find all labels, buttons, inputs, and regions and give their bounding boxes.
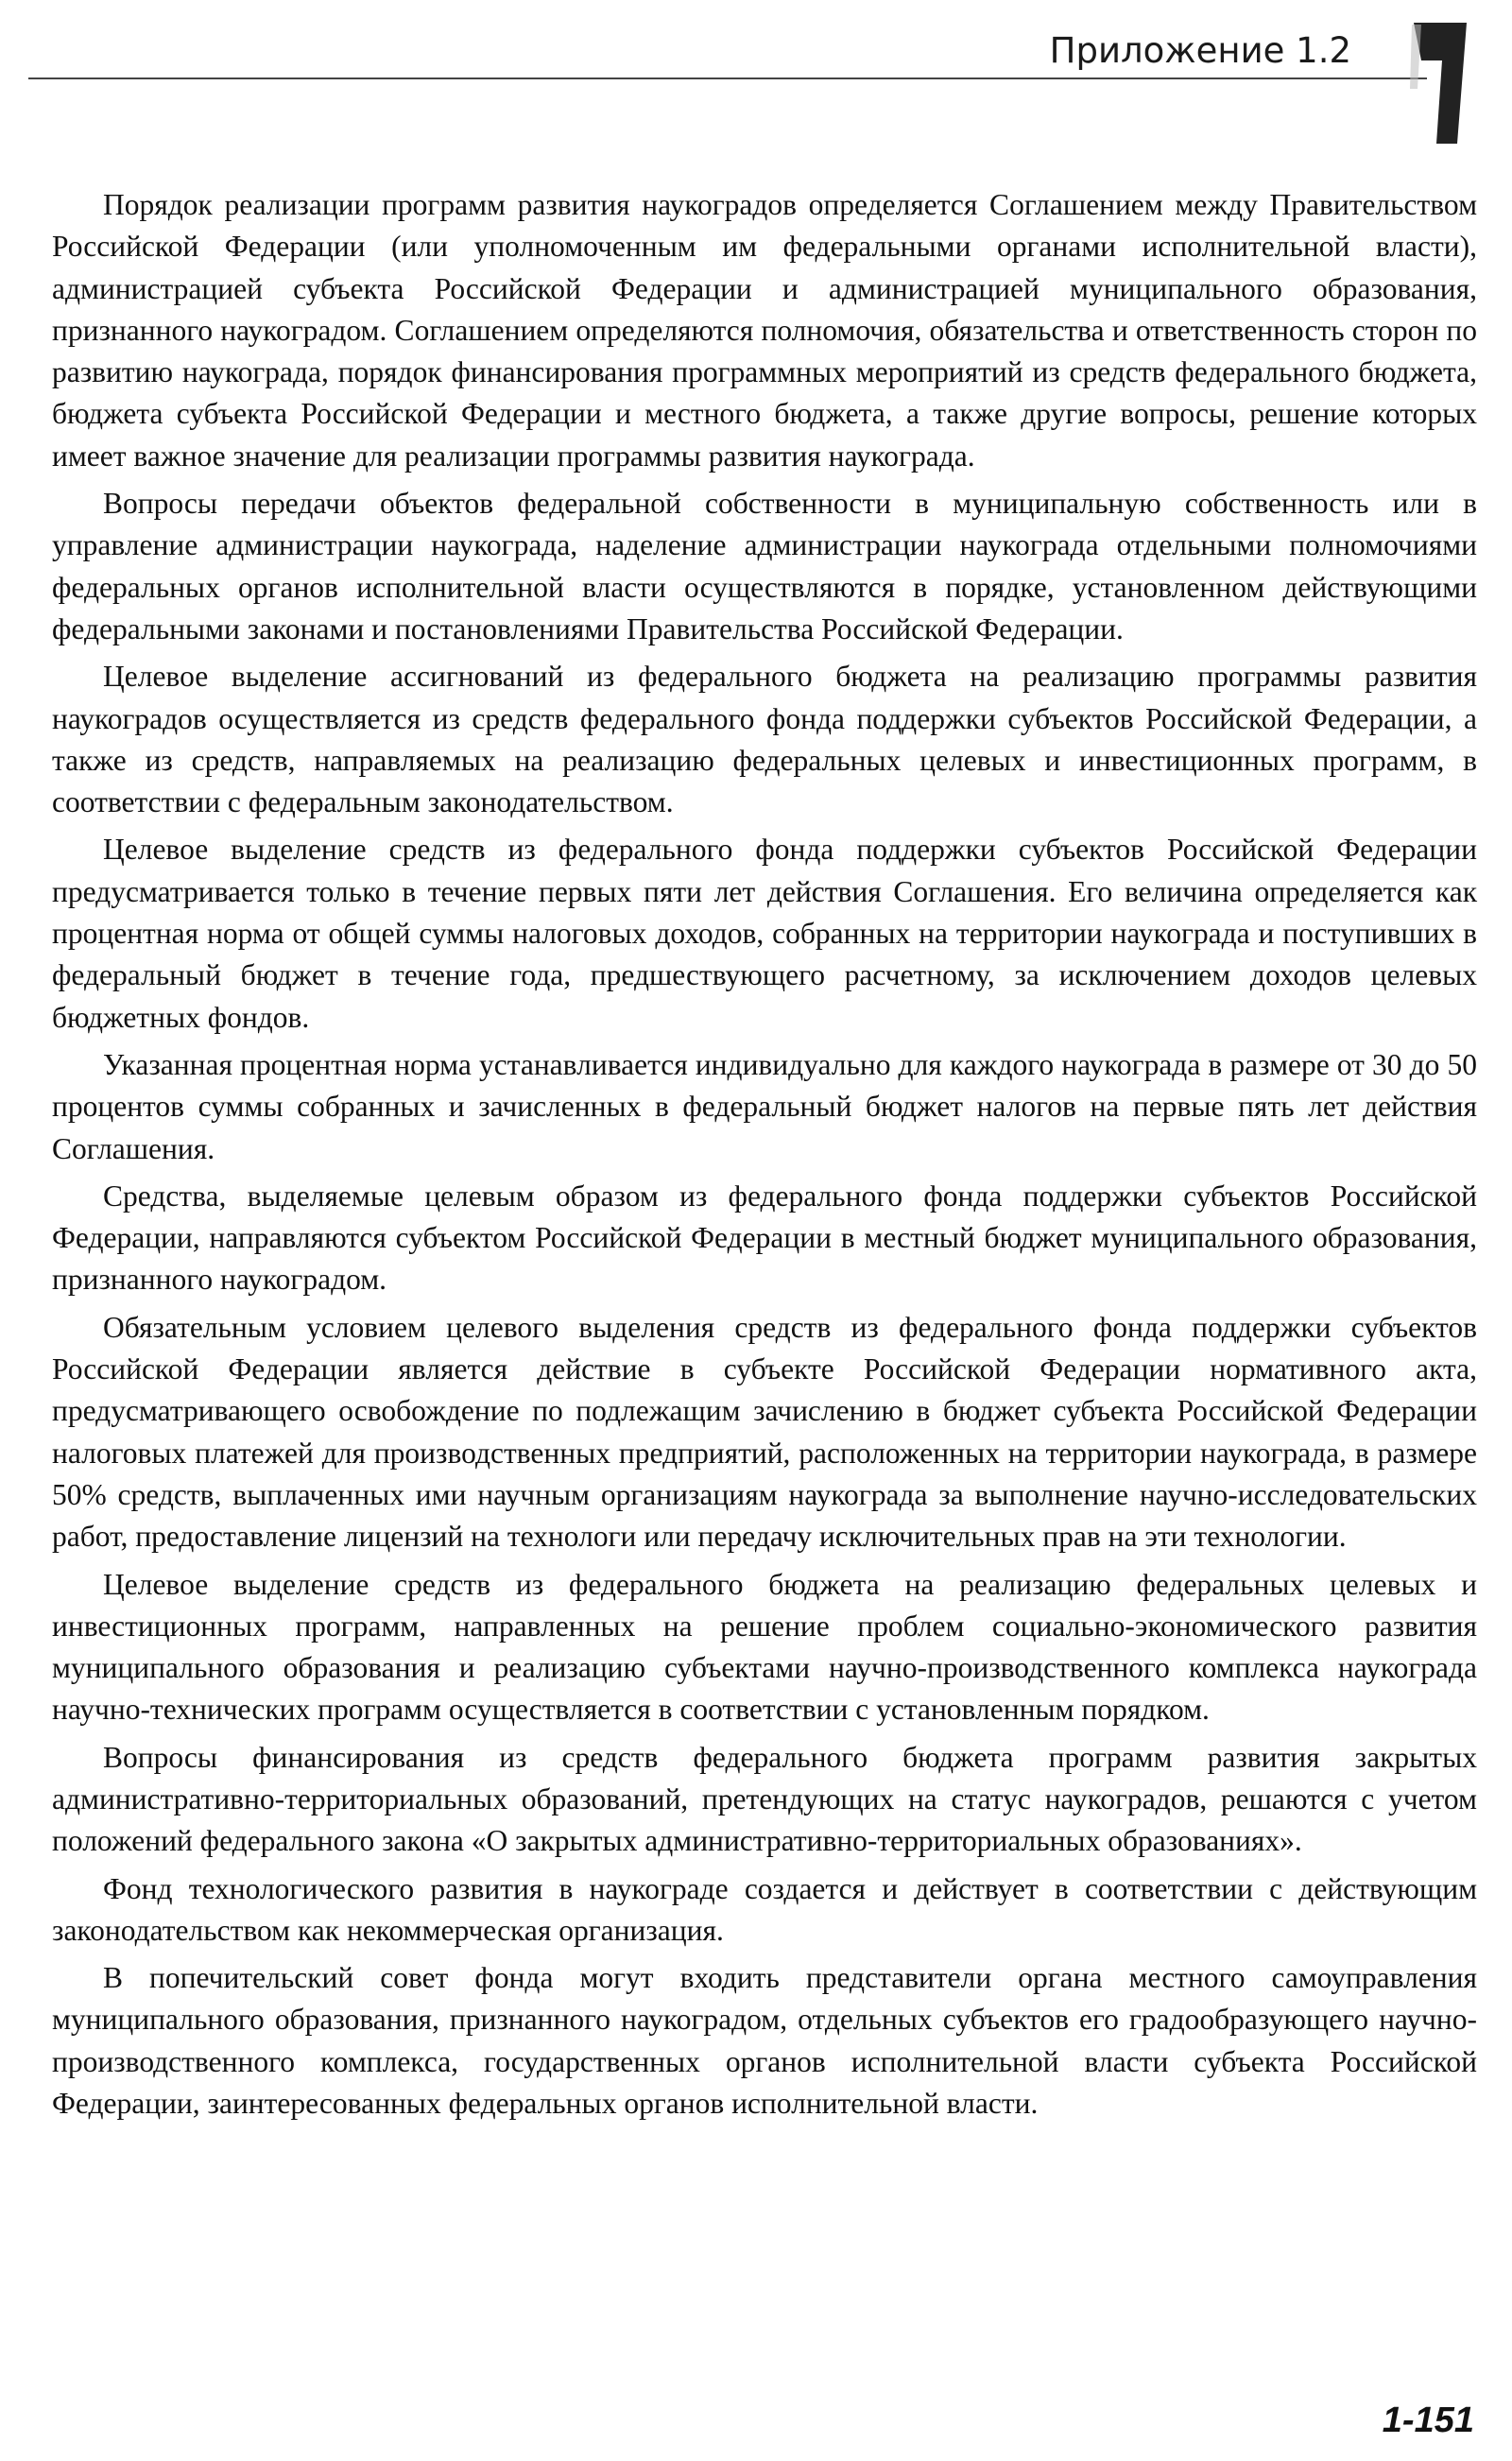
paragraph: Вопросы передачи объектов федеральной собственности в муниципальную собственность или в управление администрации наукограда, наделение администрации наукограда отдельными полномочиями федеральных органов исполнительной власти осуществляются в порядке, установленном действующими федеральными законами и постановлениями Правительства Российской Федерации. xyxy=(52,487,1477,645)
document-body xyxy=(52,184,1477,2130)
page-number: 1-151 xyxy=(1382,2401,1474,2440)
paragraph: Фонд технологического развития в наукограде создается и действует в соответствии с действующим законодательством как некоммерческая организация. xyxy=(52,1871,1477,1947)
paragraph: Вопросы финансирования из средств федерального бюджета программ развития закрытых административно-территориальных образований, претендующих на статус наукоградов, решаются с учетом положений федерального закона «О закрытых административно-территориальных образованиях». xyxy=(52,1740,1477,1858)
header-rule xyxy=(28,77,1427,79)
paragraph: Порядок реализации программ развития наукоградов определяется Соглашением между Правительством Российской Федерации (или уполномоченным им федеральными органами исполнительной власти), администрацией субъекта Российской Федерации и администрацией муниципального образования, признанного наукоградом. Соглашением определяются полномочия, обязательства и ответственность сторон по развитию наукограда, порядок финансирования программных мероприятий из средств федерального бюджета, бюджета субъекта Российской Федерации и местного бюджета, а также другие вопросы, решение которых имеет важное значение для реализации программы развития наукограда. xyxy=(52,188,1477,473)
paragraph: В попечительский совет фонда могут входить представители органа местного самоуправления муниципального образования, признанного наукоградом, отдельных субъектов его градообразующего научно-производственного комплекса, государственных органов исполнительной власти субъекта Российской Федерации, заинтересованных федеральных органов исполнительной власти. xyxy=(52,1961,1477,2121)
paragraph: Обязательным условием целевого выделения средств из федерального фонда поддержки субъектов Российской Федерации является действие в субъекте Российской Федерации нормативного акта, предусматривающего освобождение по подлежащим зачислению в бюджет субъекта Российской Федерации налоговых платежей для производственных предприятий, расположенных на территории наукограда, в размере 50% средств, выплаченных ими научным организациям наукограда за выполнение научно-исследовательских работ, предоставление лицензий на технологи или передачу исключительных прав на эти технологии. xyxy=(52,1310,1477,1554)
paragraph: Целевое выделение ассигнований из федерального бюджета на реализацию программы развития наукоградов осуществляется из средств федерального фонда поддержки субъектов Российской Федерации, а также из средств, направляемых на реализацию федеральных целевых и инвестиционных программ, в соответствии с федеральным законодательством. xyxy=(52,660,1477,819)
page-header xyxy=(28,26,1474,83)
paragraph: Целевое выделение средств из федерального фонда поддержки субъектов Российской Федерации предусматривается только в течение первых пяти лет действия Соглашения. Его величина определяется как процентная норма от общей суммы налоговых доходов, собранных на территории наукограда и поступивших в федеральный бюджет в течение года, предшествующего расчетному, за исключением доходов целевых бюджетных фондов. xyxy=(52,833,1477,1034)
paragraph: Средства, выделяемые целевым образом из федерального фонда поддержки субъектов Российской Федерации, направляются субъектом Российской Федерации в местный бюджет муниципального образования, признанного наукоградом. xyxy=(52,1179,1477,1297)
chapter-mark-icon xyxy=(1408,23,1474,146)
running-head-title: Приложение 1.2 xyxy=(1049,30,1351,71)
paragraph: Целевое выделение средств из федерального бюджета на реализацию федеральных целевых и инвестиционных программ, направленных на решение проблем социально-экономического развития муниципального образования и реализацию субъектами научно-производственного комплекса наукограда научно-технических программ осуществляется в соответствии с установленным порядком. xyxy=(52,1567,1477,1727)
paragraph: Указанная процентная норма устанавливается индивидуально для каждого наукограда в размере от 30 до 50 процентов суммы собранных и зачисленных в федеральный бюджет налогов на первые пять лет действия Соглашения. xyxy=(52,1047,1477,1165)
